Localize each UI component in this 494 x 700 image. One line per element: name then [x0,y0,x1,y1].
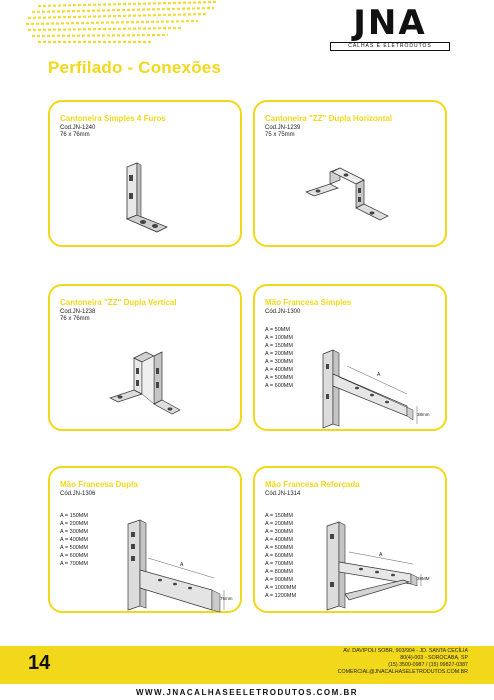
product-name: Cantoneira "ZZ" Dupla Vertical [60,298,177,307]
footer-address: AV. DAVIPOLI SOBR, 903/904 - JD. SANTA CECÍLIA [343,648,468,654]
product-name: Cantoneira Simples 4 Furos [60,114,166,123]
footer-email[interactable]: COMERCIAL@JNACALHASELETRODUTOS.COM.BR [337,669,468,675]
header-grid-pattern [18,0,228,52]
brand-logo [330,3,450,52]
product-name: Mão Francesa Simples [265,298,352,307]
product-name: Mão Francesa Dupla [60,480,138,489]
dimension-a-label: A [377,372,381,378]
size-list: A = 150MM A = 200MM A = 300MM A = 400MM A = 500MM A = 600MM A = 700MM [60,513,88,567]
dimension-mm-label: 38MM [417,576,430,581]
product-card-mao-francesa-dupla [48,466,242,613]
product-code: Cód.JN-1300 [265,309,301,315]
product-card-mao-francesa-reforcada [253,466,447,613]
dimension-mm-label: 38mm [417,412,430,417]
dimension-a-label: A [180,562,184,568]
product-name: Cantoneira "ZZ" Dupla Horizontal [265,114,393,123]
logo-subtitle: CALHAS E ELETRODUTOS [330,42,450,51]
page-title: Perfilado - Conexões [48,58,222,77]
product-card-zz-horizontal [253,100,447,247]
dimension-a-label: A [379,552,383,558]
footer-city: 80(4)-003 - SOROCABA, SP [400,655,468,661]
product-code: Cod.JN-1239 75 x 75mm [265,125,301,138]
footer-website[interactable]: WWW.JNACALHASEELETRODUTOS.COM.BR [135,688,359,697]
product-code: Cod.JN-1240 76 x 76mm [60,125,96,138]
cantoneira-simples-drawing [105,157,185,247]
logo-mark: JNA [353,3,427,43]
zz-vertical-drawing [100,338,200,433]
product-card-mao-francesa-simples [253,284,447,431]
size-list: A = 50MM A = 100MM A = 150MM A = 200MM A = 300MM A = 400MM A = 500MM A = 600MM [265,327,293,389]
product-card-zz-vertical [48,284,242,431]
product-name: Mão Francesa Reforçada [265,480,360,489]
mao-francesa-reforcada-drawing [321,520,443,612]
page-number: 14 [28,652,51,674]
product-card-cantoneira-simples [48,100,242,247]
product-code: Cod.JN-1238 76 x 76mm [60,309,96,322]
footer-contact [238,648,468,676]
mao-francesa-simples-drawing [317,344,442,434]
footer-phones: (15) 3500-0987 / (15) 99827-0387 [388,662,468,668]
product-code: Cód.JN-1306 [60,491,96,497]
product-code: Cód.JN-1314 [265,491,301,497]
mao-francesa-dupla-drawing [120,518,238,613]
zz-horizontal-drawing [300,162,400,242]
dimension-mm-label: 75mm [220,596,233,601]
size-list: A = 150MM A = 200MM A = 300MM A = 400MM A = 500MM A = 600MM A = 700MM A = 800MM A = 900MM A = 1000MM A = 1200MM [265,513,297,599]
